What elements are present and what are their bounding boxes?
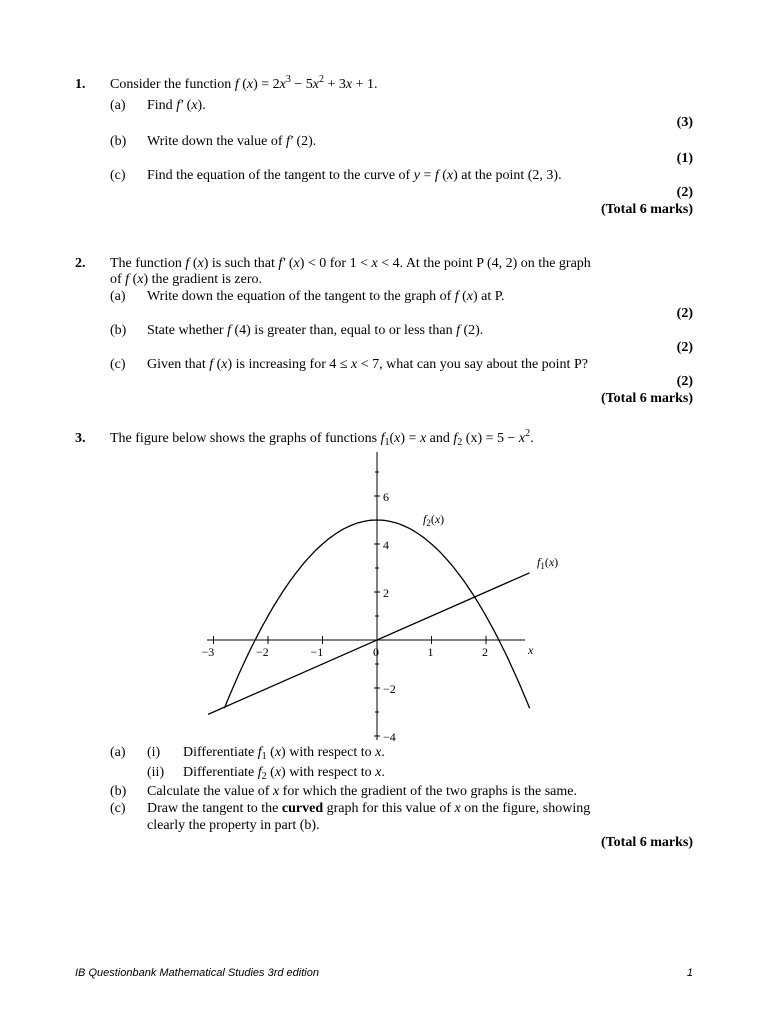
question-3-number: 3.	[75, 431, 86, 446]
x-tick-label: −1	[310, 645, 324, 659]
x-tick-label: 1	[427, 645, 434, 659]
q3-part-c-text-line-2: clearly the property in part (b).	[147, 818, 320, 833]
question-1-stem: Consider the function f $(x) = 2x^3 - 5x^2 + 3x + 1$.	[110, 74, 378, 92]
x-tick-label: −2	[256, 645, 269, 659]
q1-part-b-marks: (1)	[676, 151, 693, 166]
q3-part-b-label: (b)	[110, 784, 127, 799]
question-1-number: 1.	[75, 77, 86, 92]
q1-part-a-marks: (3)	[676, 115, 693, 130]
q2-part-a-label: (a)	[110, 289, 126, 304]
q2-part-a-text: Write down the equation of the tangent to the graph of f (x) at P.	[147, 289, 505, 304]
q3-part-a-label: (a)	[110, 745, 126, 760]
question-2-number: 2.	[75, 256, 86, 271]
q3-part-c-text-line-1: Draw the tangent to the curved graph for this value of x on the figure, showing	[147, 801, 591, 816]
x-axis-label: x	[528, 643, 534, 657]
axis-ticks	[214, 472, 487, 736]
y-tick-label: 6	[383, 490, 389, 504]
q2-part-c-label: (c)	[110, 357, 126, 372]
q2-total-marks: (Total 6 marks)	[600, 391, 693, 406]
q3-part-a-i-label: (i)	[147, 745, 161, 760]
q1-part-c-text: Find the equation of the tangent to the curve of y = f (x) at the point (2, 3).	[147, 168, 562, 183]
q2-part-a-marks: (2)	[676, 306, 693, 321]
q1-total-marks: (Total 6 marks)	[600, 202, 693, 217]
x-tick-label: 2	[482, 645, 488, 659]
q1-part-c-marks: (2)	[676, 185, 693, 200]
y-tick-label: −2	[383, 682, 396, 696]
q1-part-b-label: (b)	[110, 134, 127, 149]
q2-part-b-label: (b)	[110, 323, 127, 338]
f1-line-label: $f_1(x)$	[537, 555, 559, 571]
q3-total-marks: (Total 6 marks)	[600, 835, 693, 850]
question-2-stem-line-1: The function f (x) is such that f′ (x) < 0 for 1 < x < 4. At the point P (4, 2) on the graph	[110, 256, 591, 271]
q2-part-c-text: Given that f (x) is increasing for 4 ≤ x < 7, what can you say about the point P?	[147, 357, 588, 372]
x-tick-label: 0	[373, 645, 379, 659]
f2-curve-label: $f_2(x)$	[423, 512, 445, 528]
q3-part-a-ii-label: (ii)	[147, 765, 165, 780]
q1-part-c-label: (c)	[110, 168, 126, 183]
q3-part-c-label: (c)	[110, 801, 126, 816]
footer-page-number: 1	[686, 967, 693, 979]
y-tick-label: 4	[383, 538, 389, 552]
q3-part-a-i-text: Differentiate $f_1$ (x) with respect to x.	[183, 745, 385, 762]
footer-source: IB Questionbank Mathematical Studies 3rd edition	[75, 967, 319, 979]
y-tick-label: 2	[383, 586, 389, 600]
function-graph-figure	[195, 450, 559, 745]
q2-part-b-text: State whether f (4) is greater than, equal to or less than f (2).	[147, 323, 484, 338]
question-2-stem-line-2: of f (x) the gradient is zero.	[110, 272, 263, 287]
q3-part-b-text: Calculate the value of x for which the gradient of the two graphs is the same.	[147, 784, 577, 799]
q1-part-a-text: Find f′ (x).	[147, 98, 206, 113]
q2-part-c-marks: (2)	[676, 374, 693, 389]
question-3-stem: The figure below shows the graphs of functions $f_1(x) = x$ and $f_2$ $(x) = 5 - x^2$.	[110, 428, 534, 448]
y-tick-label: −4	[383, 730, 396, 744]
q3-part-a-ii-text: Differentiate $f_2$ (x) with respect to x.	[183, 765, 385, 782]
q1-part-a-label: (a)	[110, 98, 126, 113]
q2-part-b-marks: (2)	[676, 340, 693, 355]
q1-part-b-text: Write down the value of f′ (2).	[147, 134, 317, 149]
x-tick-label: −3	[201, 645, 215, 659]
f1-straight-line	[208, 573, 530, 715]
